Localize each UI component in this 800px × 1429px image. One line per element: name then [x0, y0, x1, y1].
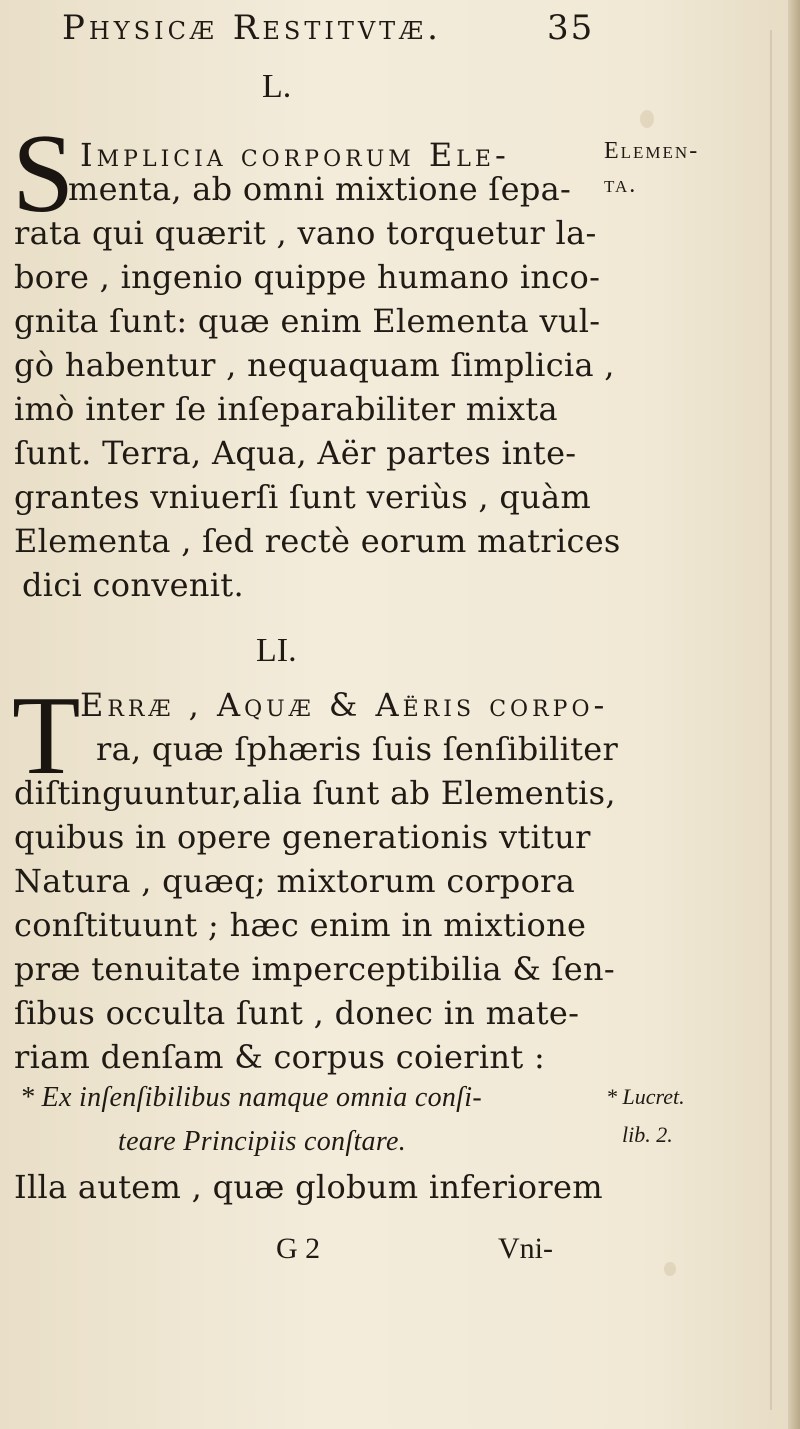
running-head-title: Physicæ Restitvtæ.: [62, 8, 442, 48]
text-line: riam denſam & corpus coierint :: [14, 1038, 546, 1076]
text-line: rata qui quærit , vano torquetur la-: [14, 214, 597, 252]
text-line: grantes vniuerſi ſunt veriùs , quàm: [14, 478, 592, 516]
verse-line: teare Principiis conſtare.: [118, 1126, 407, 1157]
text-line: gnita ſunt: quæ enim Elementa vul-: [14, 302, 601, 340]
text-line: ſibus occulta ſunt , donec in mate-: [14, 994, 580, 1032]
text-line: menta, ab omni mixtione ſepa-: [68, 170, 572, 208]
drop-capital: T: [12, 674, 81, 798]
catchword: Vni-: [498, 1232, 553, 1265]
verse-line: * Ex inſenſibilibus namque omnia conſi-: [20, 1082, 482, 1113]
text-line: præ tenuitate imperceptibilia & ſen-: [14, 950, 616, 988]
text-line: Erræ , Aquæ & Aëris corpo-: [80, 686, 609, 724]
section-heading: L.: [262, 68, 292, 105]
binding-shadow: [770, 30, 772, 1410]
margin-note: ta.: [604, 172, 638, 198]
text-line: ra, quæ ſphæris ſuis ſenſibiliter: [96, 730, 619, 768]
drop-capital: S: [12, 112, 75, 236]
text-line: Natura , quæq; mixtorum corpora: [14, 862, 576, 900]
text-line: gò habentur , nequaquam ſimplicia ,: [14, 346, 615, 384]
paper-stain: [640, 110, 654, 128]
text-line: bore , ingenio quippe humano inco-: [14, 258, 601, 296]
text-line: Implicia corporum Ele-: [80, 136, 510, 174]
paper-stain: [664, 1262, 676, 1276]
text-line: conſtituunt ; hæc enim in mixtione: [14, 906, 587, 944]
margin-note: Elemen-: [604, 138, 700, 164]
text-line: Elementa , ſed rectè eorum matrices: [14, 522, 621, 560]
text-line: ſunt. Terra, Aqua, Aër partes inte-: [14, 434, 577, 472]
page-number: 35: [547, 8, 595, 48]
text-line: dici convenit.: [22, 566, 244, 604]
section-heading: LI.: [256, 632, 297, 669]
margin-note: * Lucret.: [606, 1084, 685, 1109]
text-line: quibus in opere generationis vtitur: [14, 818, 591, 856]
text-line: Illa autem , quæ globum inferiorem: [14, 1168, 603, 1206]
signature-mark: G 2: [276, 1232, 321, 1265]
text-line: diſtinguuntur,alia ſunt ab Elementis,: [14, 774, 616, 812]
text-line: imò inter ſe inſeparabiliter mixta: [14, 390, 558, 428]
margin-note: lib. 2.: [622, 1122, 673, 1147]
page-edge: [788, 0, 800, 1429]
running-head: [62, 8, 602, 48]
